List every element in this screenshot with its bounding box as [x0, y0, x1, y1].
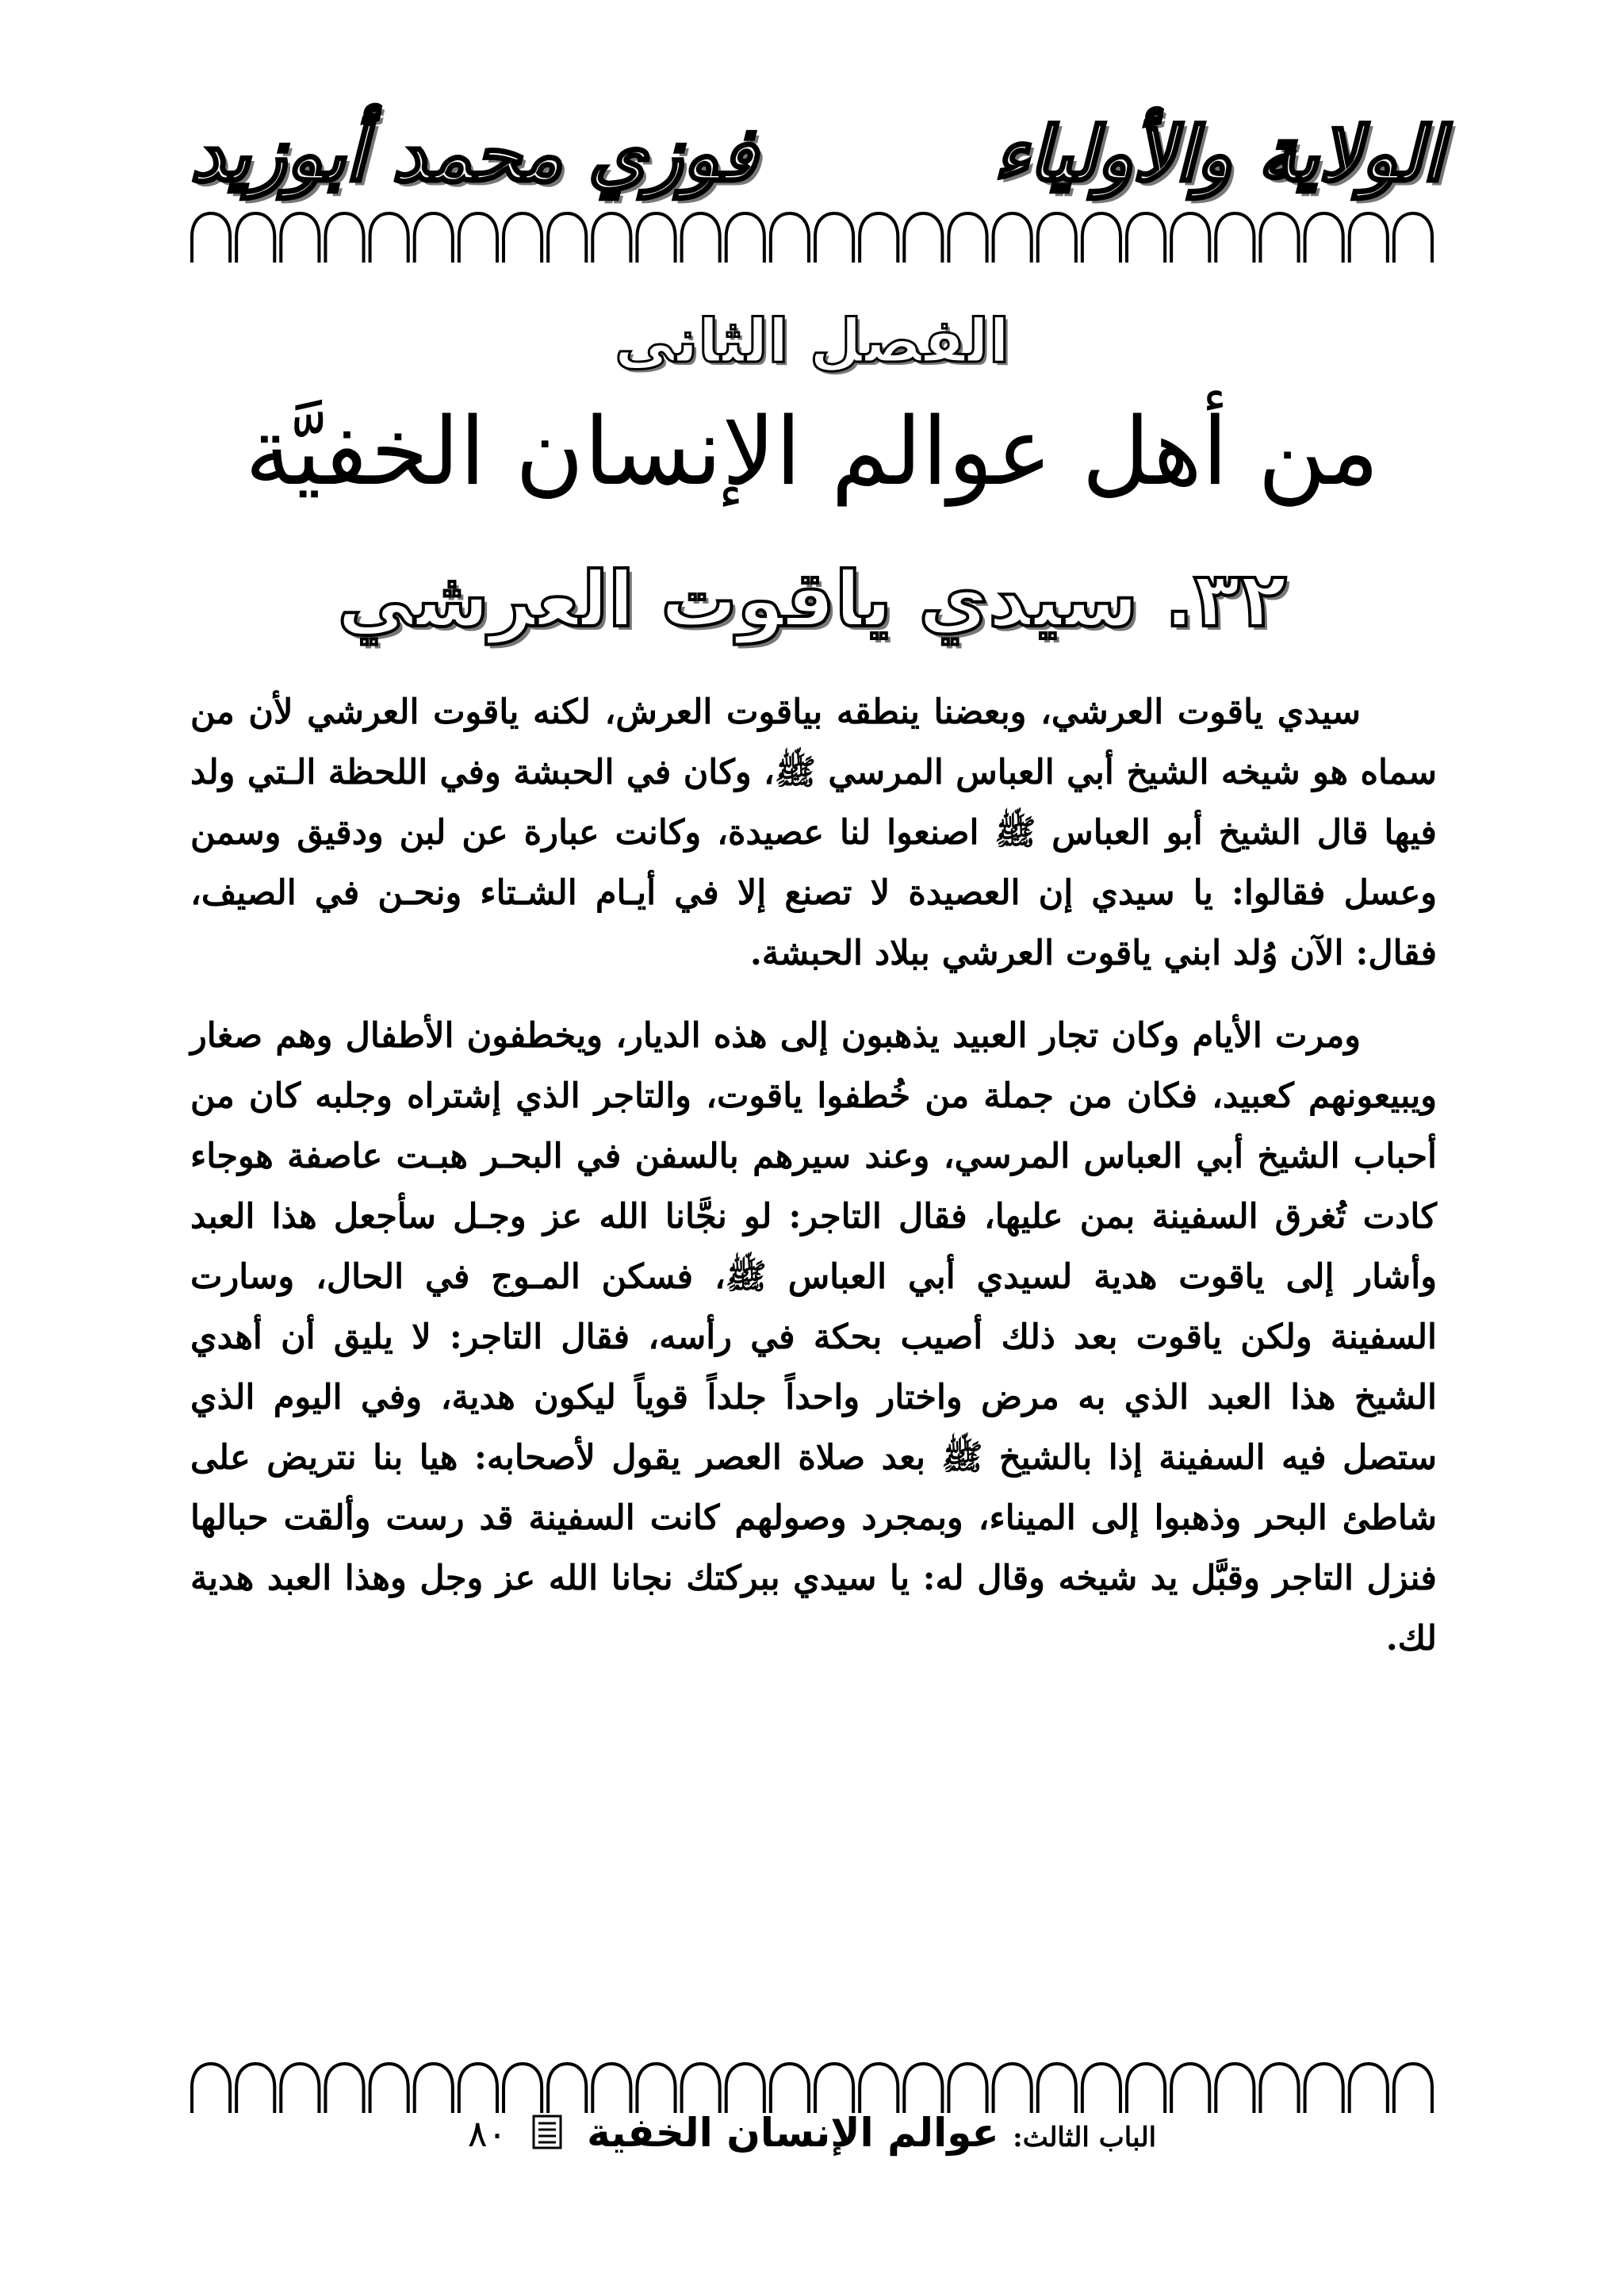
header-book-title: الولاية والأولياء	[994, 111, 1443, 198]
paragraph: سيدي ياقوت العرشي، وبعضنا ينطقه بياقوت العرش، لكنه ياقوت العرشي لأن من سماه هو شيخه الشيخ أبي العباس المرسي ﷺ، وكان في الحبشة وفي اللحظة الـتي ولد فيها قال الشيخ أبو العباس ﷺ اصنعوا لنا عصيدة، وكانت عبارة عن لبن ودقيق وسمن وعسل فقالوا: يا سيدي إن العصيدة لا تصنع إلا في أيـام الشـتاء ونحـن في الصيف، فقال: الآن وُلد ابني ياقوت العرشي ببلاد الحبشة.	[190, 692, 1437, 973]
footer-part-title: عوالم الإنسان الخفية	[587, 2110, 999, 2156]
arch-path	[192, 2064, 1432, 2113]
section-title: ٣٢. سيدي ياقوت العرشي	[337, 555, 1287, 644]
arch-border-decoration	[189, 2061, 1435, 2116]
paragraph: ومرت الأيام وكان تجار العبيد يذهبون إلى هذه الديار، ويخطفون الأطفال وهم صغار ويبيعونهم كعبيد، فكان من جملة من خُطفوا ياقوت، والتاجر الذي إشتراه وجلبه كان من أحباب الشيخ أبي العباس المرسي، وعند سيرهم بالسفن في البحـر هبـت عاصفة هوجاء كادت تُغرق السفينة بمن عليها، فقال التاجر: لو نجَّانا الله عز وجـل سأجعل هذا العبد وأشار إلى ياقوت هدية لسيدي أبي العباس ﷺ، فسكن المـوج في الحال، وسارت السفينة ولكن ياقوت بعد ذلك أصيب بحكة في رأسه، فقال التاجر: لا يليق أن أهدي الشيخ هذا العبد الذي به مرض واختار واحداً جلداً قوياً ليكون هدية، وفي اليوم الذي ستصل فيه السفينة إذا بالشيخ ﷺ بعد صلاة العصر يقول لأصحابه: هيا بنا نتريض على شاطئ البحر وذهبوا إلى الميناء، وبمجرد وصولهم كانت السفينة قد رست وألقت حبالها فنزل التاجر وقبَّل يد شيخه وقال له: يا سيدي ببركتك نجانا الله عز وجل وهذا العبد هدية لك.	[190, 1016, 1437, 1658]
arch-border-decoration	[189, 210, 1435, 266]
page-footer	[0, 2110, 1624, 2159]
chapter-label: الفصل الثانى	[614, 305, 1010, 376]
running-header	[190, 95, 1443, 214]
footer-part-label: الباب الثالث:	[1013, 2122, 1157, 2153]
page-number: ٨٠	[467, 2112, 508, 2155]
header-author: فوزي محمد أبوزيد	[190, 111, 757, 198]
body-text	[190, 682, 1437, 1669]
chapter-title: من أهل عوالم الإنسان الخفيَّة	[244, 397, 1380, 506]
book-icon	[532, 2113, 562, 2159]
arch-path	[192, 213, 1432, 263]
